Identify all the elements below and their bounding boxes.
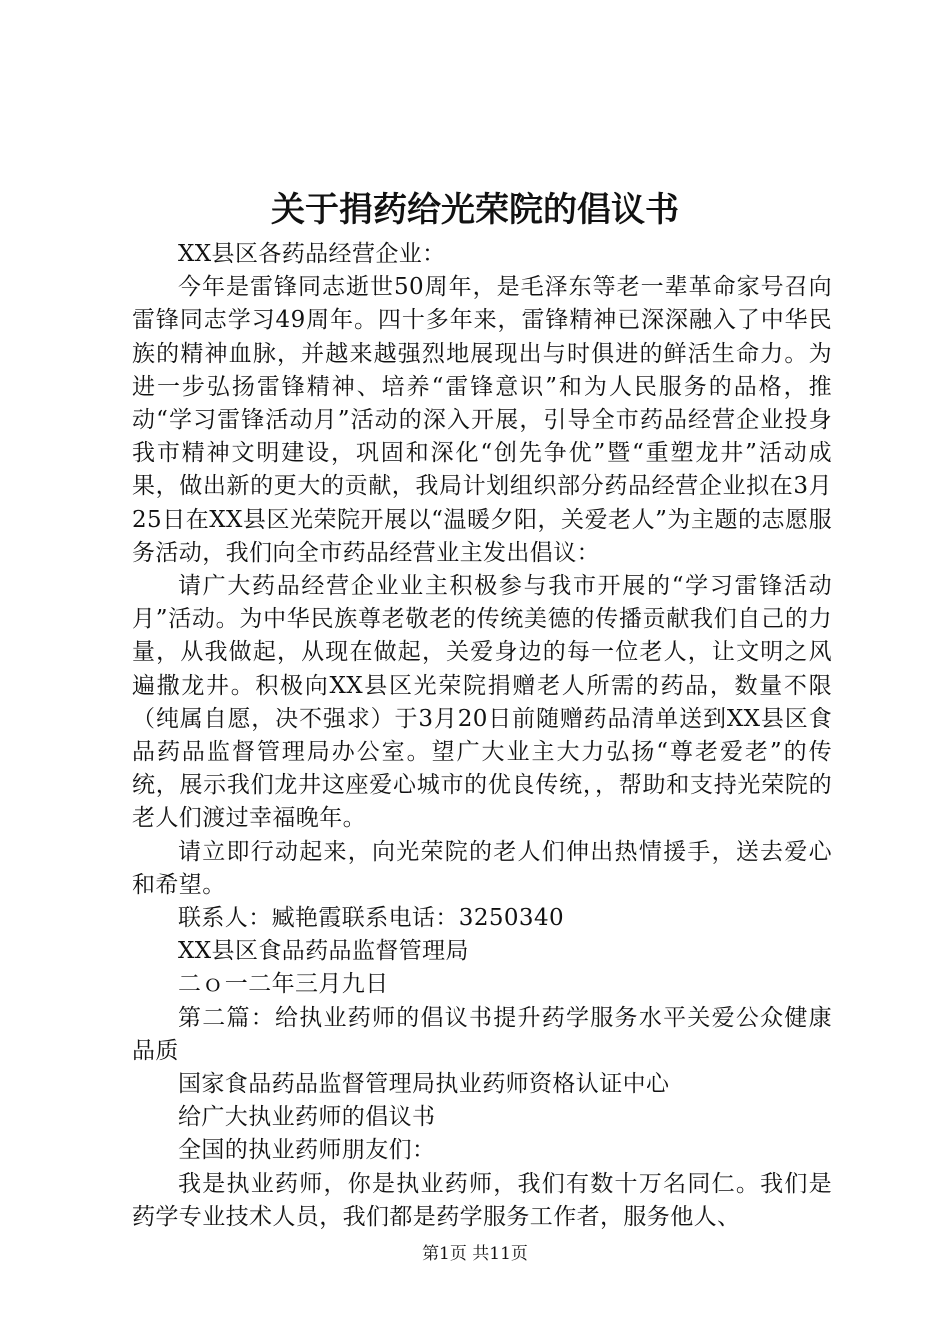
page-number: 第1页 共11页	[422, 1244, 528, 1264]
contact-line: 联系人：臧艳霞联系电话：3250340	[178, 905, 565, 932]
signature-organization: XX县区食品药品监督管理局	[178, 938, 469, 965]
paragraph-appeal: 请广大药品经营企业业主积极参与我市开展的“学习雷锋活动月”活动。为中华民族尊老敬老的传统美德的传播贡献我们自己的力量，从我做起，从现在做起，关爱身边的每一位老人，让文明之风遍撒龙井。积极向XX县区光荣院捐赠老人所需的药品，数量不限（纯属自愿，决不强求）于3月20日前随赠药品清单送到XX县区食品药品监督管理局办公室。望广大业主大力弘扬“尊老爱老”的传统，展示我们龙井这座爱心城市的优良传统，，帮助和支持光荣院的老人们渡过幸福晚年。	[132, 573, 832, 832]
section-two-salutation: 全国的执业药师朋友们：	[178, 1137, 436, 1164]
section-two-issuer: 国家食品药品监督管理局执业药师资格认证中心	[178, 1071, 670, 1098]
paragraph-call-to-action: 请立即行动起来，向光荣院的老人们伸出热情援手，送去爱心和希望。	[132, 838, 832, 898]
document-body	[132, 238, 832, 1234]
paragraph-intro: 今年是雷锋同志逝世50周年，是毛泽东等老一辈革命家号召向雷锋同志学习49周年。四十多年来，雷锋精神已深深融入了中华民族的精神血脉，并越来越强烈地展现出与时俱进的鲜活生命力。为进一步弘扬雷锋精神、培养“雷锋意识”和为人民服务的品格，推动“学习雷锋活动月”活动的深入开展，引导全市药品经营企业投身我市精神文明建设，巩固和深化“创先争优”暨“重塑龙井”活动成果，做出新的更大的贡献，我局计划组织部分药品经营企业拟在3月25日在XX县区光荣院开展以“温暖夕阳，关爱老人”为主题的志愿服务活动，我们向全市药品经营业主发出倡议：	[132, 274, 832, 566]
signature-date: 二ｏ一二年三月九日	[178, 971, 389, 998]
document-title: 关于捐药给光荣院的倡议书	[271, 190, 679, 230]
section-two-heading: 第二篇：给执业药师的倡议书提升药学服务水平关爱公众健康品质	[132, 1004, 832, 1064]
section-two-paragraph: 我是执业药师，你是执业药师，我们有数十万名同仁。我们是药学专业技术人员，我们都是药学服务工作者，服务他人、	[132, 1170, 832, 1230]
salutation: XX县区各药品经营企业：	[178, 241, 446, 267]
section-two-title: 给广大执业药师的倡议书	[178, 1104, 436, 1131]
